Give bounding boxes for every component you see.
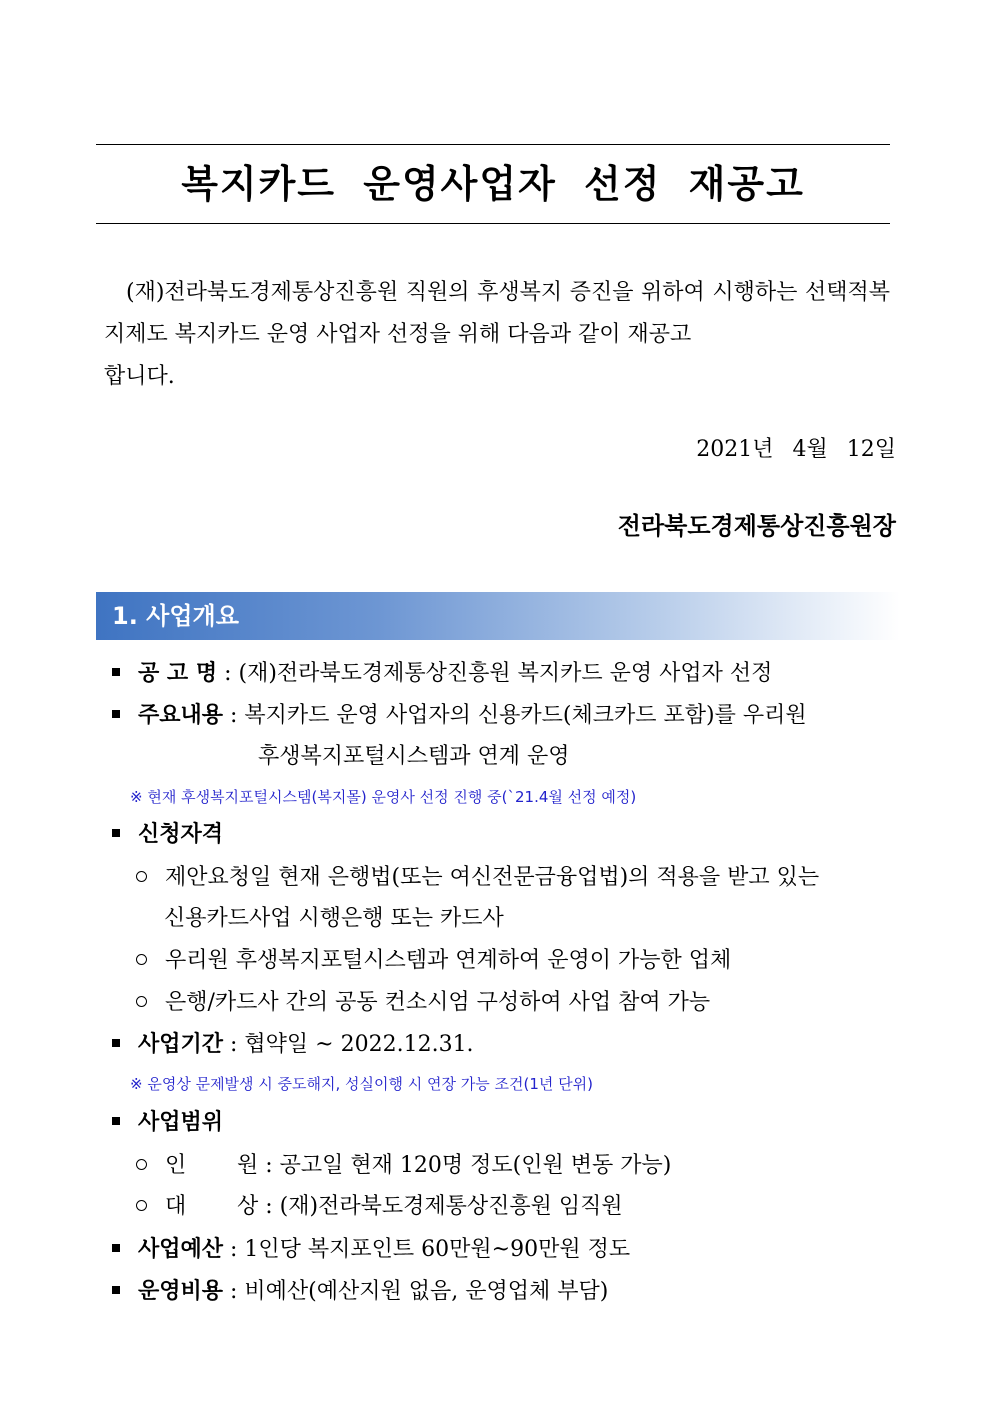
scope-item-2 <box>136 1191 623 1223</box>
square-bullet-icon <box>112 1244 120 1252</box>
scope-item-2-key2: 상 <box>237 1194 259 1219</box>
note-welfare-mall: ※ 현재 후생복지포털시스템(복지몰) 운영사 선정 진행 중(`21.4월 선정 예정) <box>130 788 637 806</box>
square-bullet-icon <box>112 668 120 676</box>
notice-name-value: (재)전라북도경제통상진흥원 복지카드 운영 사업자 선정 <box>238 661 773 686</box>
scope-item-2-value: : (재)전라북도경제통상진흥원 임직원 <box>258 1194 623 1219</box>
eligibility-label: 신청자격 <box>138 822 224 847</box>
circle-bullet-icon <box>136 954 147 965</box>
scope-label: 사업범위 <box>138 1110 224 1135</box>
scope-item-2-key: 대 <box>165 1194 187 1219</box>
budget-value: 1인당 복지포인트 60만원~90만원 정도 <box>244 1237 631 1262</box>
notice-name-sep: : <box>217 661 239 686</box>
scope-row <box>112 1107 223 1139</box>
cost-value: 비예산(예산지원 없음, 운영업체 부담) <box>244 1279 609 1304</box>
eligibility-item-1 <box>136 862 819 894</box>
scope-item-1-key2: 원 <box>237 1153 259 1178</box>
period-value: 협약일 ~ 2022.12.31. <box>244 1032 474 1057</box>
main-content-value-1: 복지카드 운영 사업자의 신용카드(체크카드 포함)를 우리원 <box>244 703 807 728</box>
eligibility-row <box>112 819 223 851</box>
circle-bullet-icon <box>136 996 147 1007</box>
circle-bullet-icon <box>136 1159 147 1170</box>
note-extension: ※ 운영상 문제발생 시 중도해지, 성실이행 시 연장 가능 조건(1년 단위) <box>130 1075 594 1093</box>
budget-label: 사업예산 <box>138 1237 224 1262</box>
notice-name-label: 공 고 명 <box>138 661 218 686</box>
square-bullet-icon <box>112 1286 120 1294</box>
main-content-row <box>112 700 807 732</box>
intro-line-3: 합니다. <box>104 364 175 389</box>
main-content-sep: : <box>223 703 245 728</box>
eligibility-item-2 <box>136 945 731 977</box>
scope-item-1-key: 인 <box>165 1153 187 1178</box>
eligibility-item-3 <box>136 987 710 1019</box>
intro-line-2: 선택적복지제도 복지카드 운영 사업자 선정을 위해 다음과 같이 재공고 <box>104 280 890 347</box>
scope-item-1-value: : 공고일 현재 120명 정도(인원 변동 가능) <box>258 1153 672 1178</box>
cost-label: 운영비용 <box>138 1279 224 1304</box>
announcement-date: 2021년 4월 12일 <box>696 437 896 462</box>
circle-bullet-icon <box>136 1200 147 1211</box>
budget-sep: : <box>223 1237 245 1262</box>
period-row <box>112 1029 474 1061</box>
eligibility-item-1-text: 제안요청일 현재 은행법(또는 여신전문금융업법)의 적용을 받고 있는 <box>165 865 820 890</box>
page-title: 복지카드 운영사업자 선정 재공고 <box>181 162 805 206</box>
eligibility-item-1-cont: 신용카드사업 시행은행 또는 카드사 <box>164 906 504 931</box>
cost-sep: : <box>223 1279 245 1304</box>
section-title: 1. 사업개요 <box>112 602 239 630</box>
main-content-value-2: 후생복지포털시스템과 연계 운영 <box>258 744 570 769</box>
square-bullet-icon <box>112 1117 120 1125</box>
section-header <box>96 592 900 640</box>
cost-row <box>112 1276 608 1308</box>
title-box <box>96 144 890 224</box>
eligibility-item-2-text: 우리원 후생복지포털시스템과 연계하여 운영이 가능한 업체 <box>165 948 732 973</box>
square-bullet-icon <box>112 710 120 718</box>
intro-line-1: (재)전라북도경제통상진흥원 직원의 후생복지 증진을 위하여 시행하는 <box>126 280 798 305</box>
square-bullet-icon <box>112 1039 120 1047</box>
notice-name-row <box>112 658 772 690</box>
eligibility-item-3-text: 은행/카드사 간의 공동 컨소시엄 구성하여 사업 참여 가능 <box>165 990 711 1015</box>
issuer-name: 전라북도경제통상진흥원장 <box>617 511 896 540</box>
circle-bullet-icon <box>136 871 147 882</box>
scope-item-1 <box>136 1150 671 1182</box>
budget-row <box>112 1234 630 1266</box>
period-sep: : <box>223 1032 245 1057</box>
period-label: 사업기간 <box>138 1032 224 1057</box>
square-bullet-icon <box>112 829 120 837</box>
main-content-label: 주요내용 <box>138 703 224 728</box>
intro-paragraph <box>104 272 890 398</box>
